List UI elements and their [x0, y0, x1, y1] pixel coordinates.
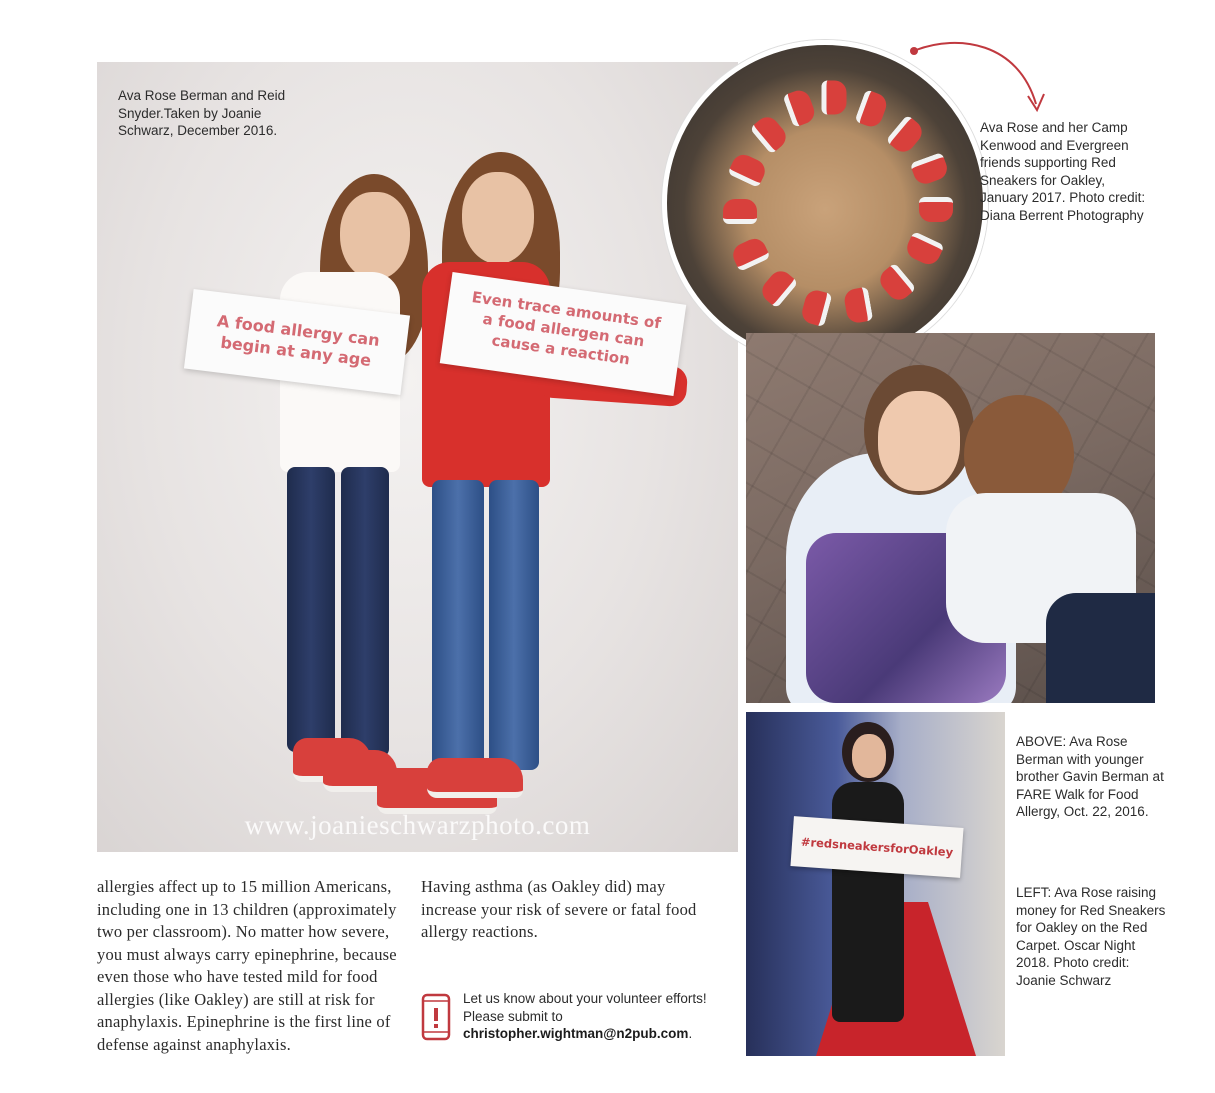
curved-arrow-icon	[908, 40, 1048, 120]
photo-watermark: www.joanieschwarzphoto.com	[244, 810, 591, 840]
girl-right-figure	[97, 62, 738, 852]
red-carpet-caption: LEFT: Ava Rose raising money for Red Sneakers for Oakley on the Red Carpet. Oscar Night 2018. Photo credit: Joanie Schwarz	[1016, 885, 1166, 988]
hug-photo-caption: ABOVE: Ava Rose Berman with younger brother Gavin Berman at FARE Walk for Food Allergy, Oct. 22, 2016.	[1016, 734, 1164, 819]
hug-photo	[746, 333, 1155, 703]
hashtag-sign-text: #redsneakersforOakley	[800, 834, 954, 860]
phone-alert-icon	[421, 993, 451, 1041]
main-photo-caption: Ava Rose Berman and Reid Snyder.Taken by Joanie Schwarz, December 2016.	[118, 88, 286, 138]
article-body-left-column: allergies affect up to 15 million Americans, including one in 13 children (approximately two per classroom). No matter how severe, you must always carry epinephrine, because even those who have tested mild for food allergies (like Oakley) are still at risk for anaphylaxis. Epinephrine is the first line of defense against anaphylaxis.	[97, 877, 397, 1054]
volunteer-note-text: Let us know about your volunteer efforts! Please submit to	[463, 991, 707, 1024]
volunteer-note	[463, 990, 733, 1043]
sign-left-text: A food allergy can begin at any age	[216, 311, 381, 371]
sign-right-text: Even trace amounts of a food allergen can cause a reaction	[470, 288, 662, 369]
red-carpet-photo	[746, 712, 1005, 1056]
volunteer-note-end: .	[688, 1026, 693, 1041]
circle-photo-caption: Ava Rose and her Camp Kenwood and Evergreen friends supporting Red Sneakers for Oakley, January 2017. Photo credit: Diana Berrent Photography	[980, 120, 1146, 223]
main-photo	[97, 62, 738, 852]
hashtag-sign	[790, 816, 963, 878]
article-body-middle-column: Having asthma (as Oakley did) may increase your risk of severe or fatal food allergy reactions.	[421, 877, 697, 941]
volunteer-email-link[interactable]: christopher.wightman@n2pub.com	[463, 1026, 689, 1041]
